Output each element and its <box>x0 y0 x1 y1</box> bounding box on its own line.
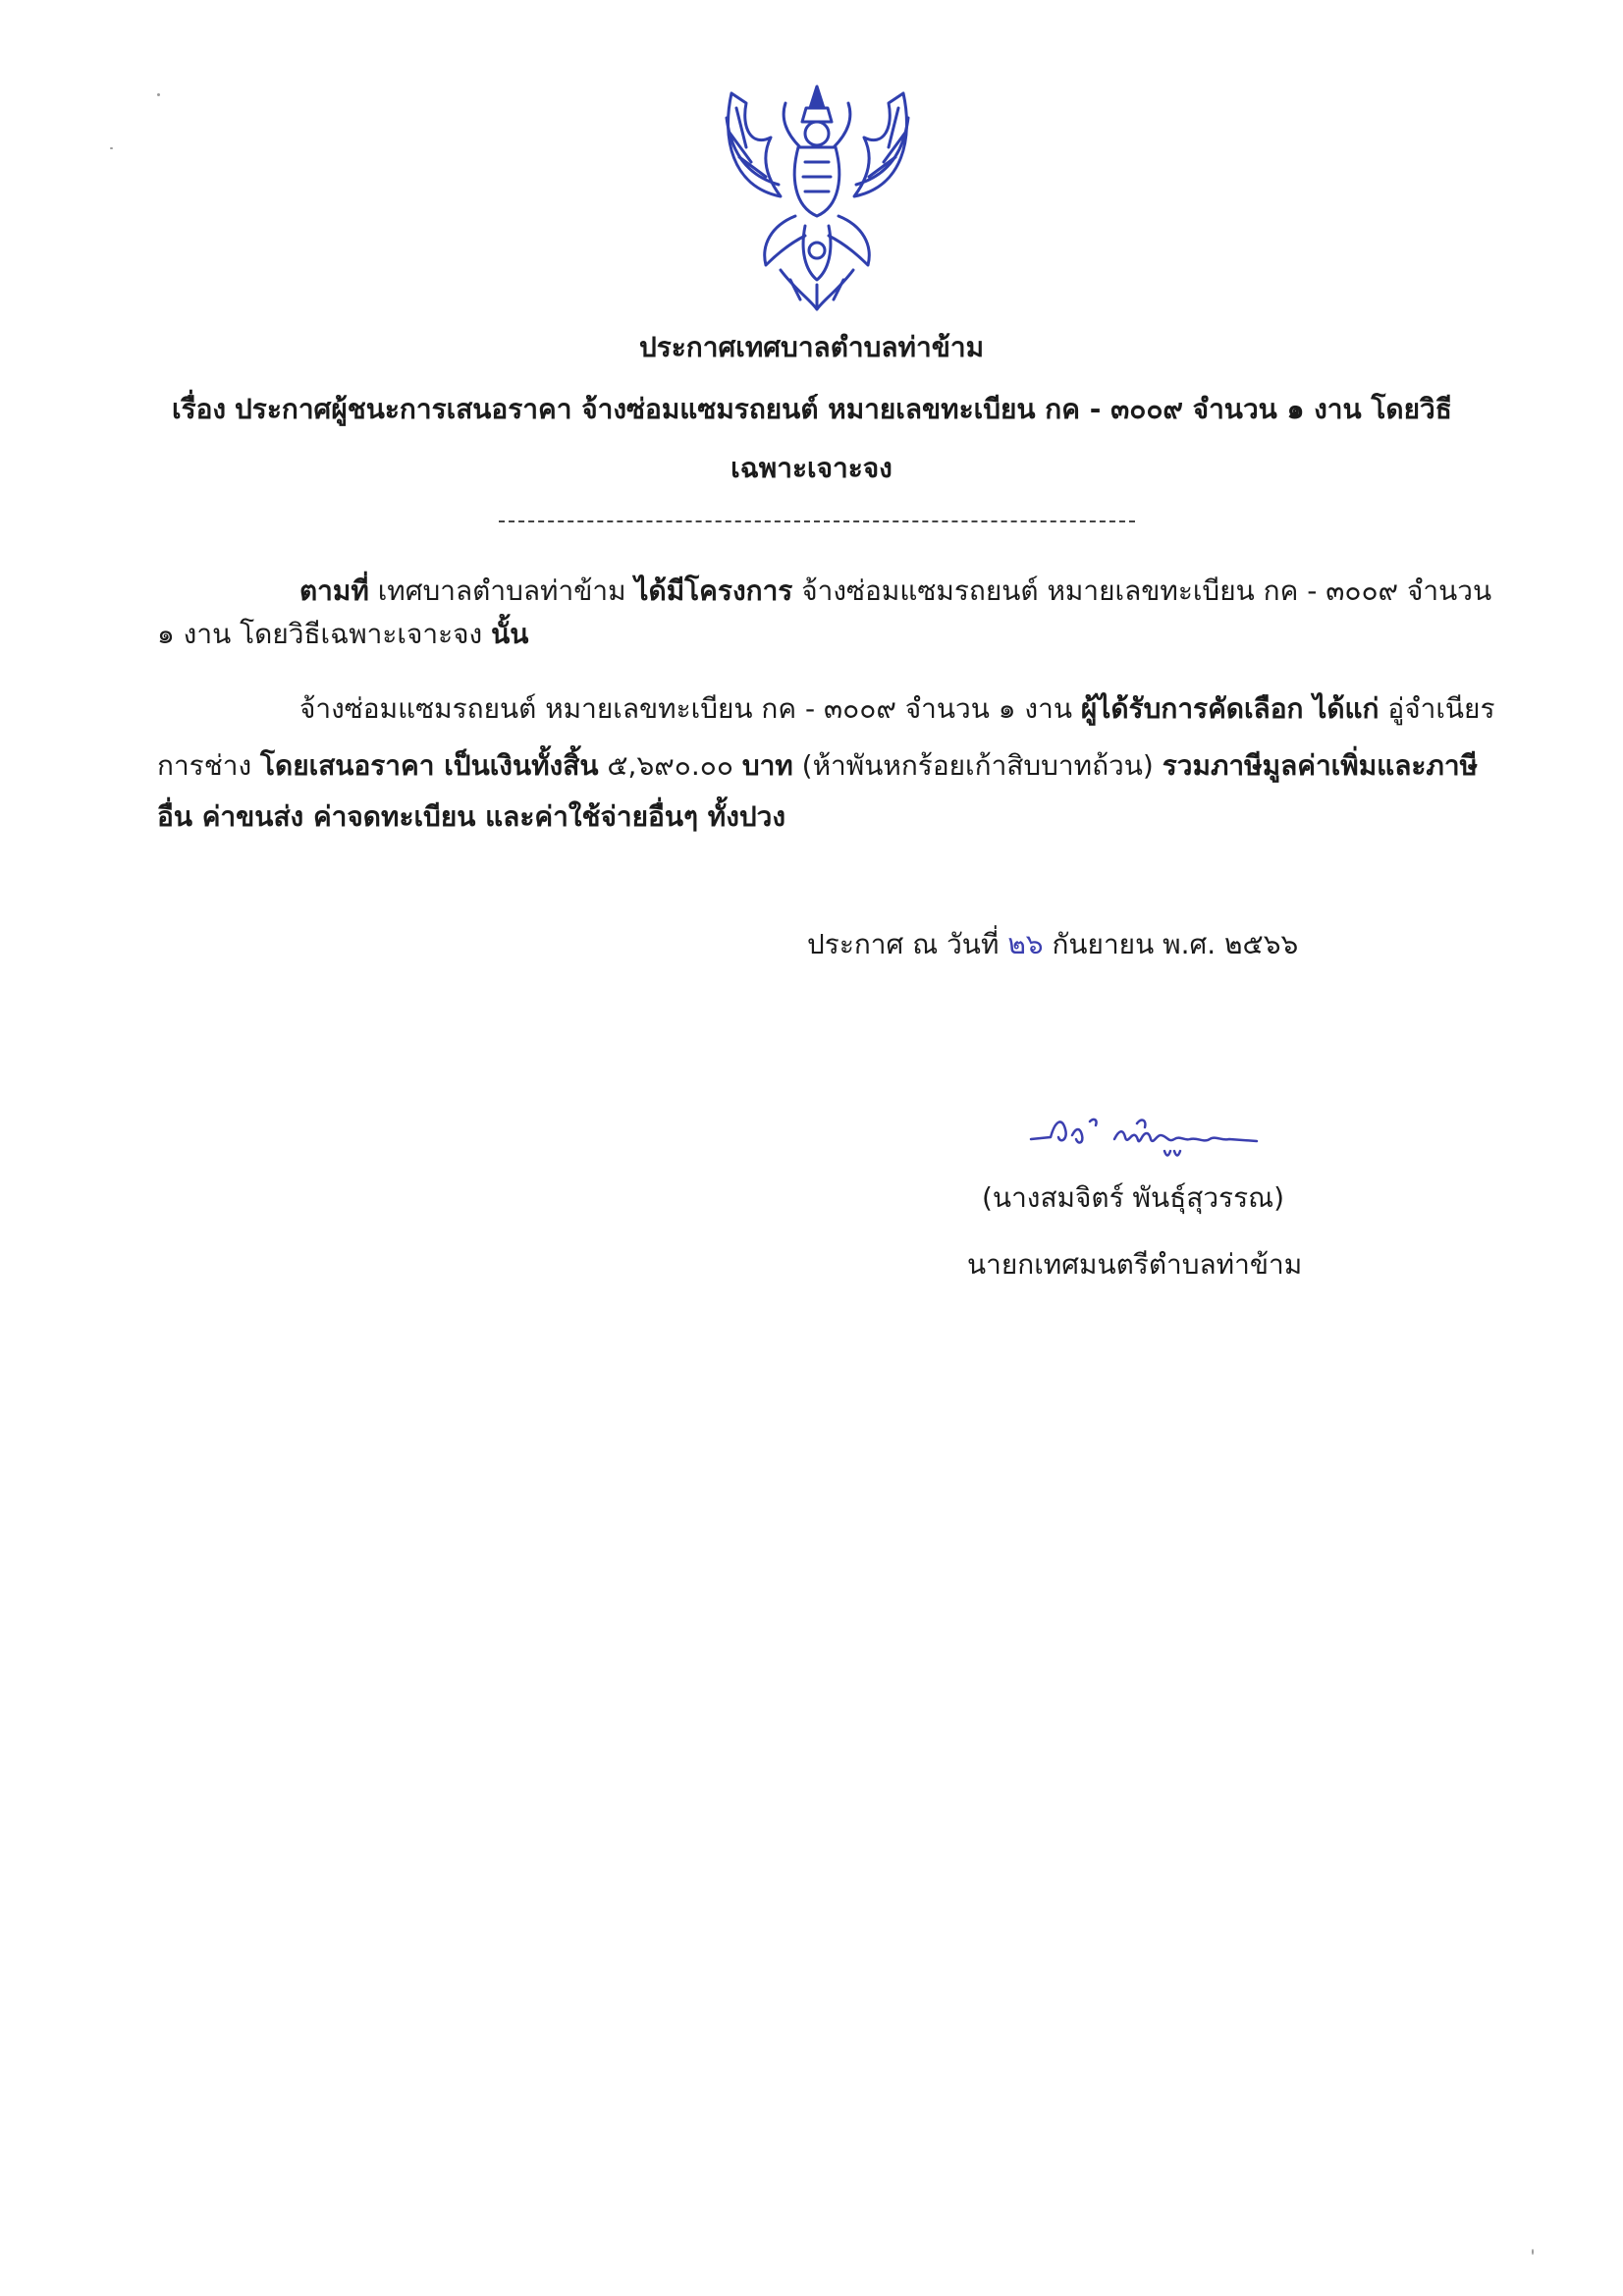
para2-winner: อู่จำเนียร <box>1379 692 1495 725</box>
para2-total-label: เป็นเงินทั้งสิ้น <box>434 749 599 782</box>
para2-winner-label: ผู้ได้รับการคัดเลือก ได้แก่ <box>1080 692 1380 725</box>
para2-tax: รวมภาษีมูลค่าเพิ่มและภาษี <box>1162 749 1479 782</box>
announcement-date <box>807 928 1299 960</box>
paragraph-2-line-2 <box>157 749 1479 782</box>
para2-price-label: โดยเสนอราคา <box>260 749 435 782</box>
dashed-divider <box>499 520 1135 522</box>
scan-speck <box>157 93 160 96</box>
para1-end: นั้น <box>491 618 529 650</box>
subject-line-1 <box>172 393 1452 425</box>
date-label: ประกาศ ณ วันที่ <box>807 928 1008 960</box>
paragraph-2-line-3 <box>157 800 786 833</box>
paragraph-2-line-1 <box>299 692 1495 725</box>
para2-line3: อื่น ค่าขนส่ง ค่าจดทะเบียน และค่าใช้จ่ายอื่นๆ ทั้งปวง <box>157 800 786 833</box>
paragraph-1-line-1 <box>299 574 1492 607</box>
para1-line2: ๑ งาน โดยวิธีเฉพาะเจาะจง <box>157 618 492 650</box>
garuda-seal-emblem <box>712 79 923 314</box>
para2-amount-words: (ห้าพันหกร้อยเก้าสิบบาทถ้วน) <box>792 749 1163 782</box>
para2-item: จ้างซ่อมแซมรถยนต์ หมายเลขทะเบียน กค - ๓๐๐๙ จำนวน ๑ งาน <box>299 692 1081 725</box>
signer-title: นายกเทศมนตรีตำบลท่าข้าม <box>967 1248 1303 1281</box>
para2-line2-a: การช่าง <box>157 749 261 782</box>
subject-label: เรื่อง <box>172 393 227 425</box>
para1-lead: ตามที่ <box>299 574 369 607</box>
handwritten-signature <box>1021 1100 1276 1178</box>
paragraph-1-line-2 <box>157 618 529 650</box>
announcement-title: ประกาศเทศบาลตำบลท่าข้าม <box>638 331 985 363</box>
para1-org: เทศบาลตำบลท่าข้าม <box>368 574 635 607</box>
para2-currency: บาท <box>741 749 793 782</box>
scan-speck <box>110 147 113 149</box>
subject-line-2: เฉพาะเจาะจง <box>730 452 893 484</box>
signer-name: (นางสมจิตร์ พันธุ์สุวรรณ) <box>982 1181 1285 1214</box>
date-rest: กันยายน พ.ศ. ๒๕๖๖ <box>1043 928 1299 960</box>
para1-project: จ้างซ่อมแซมรถยนต์ หมายเลขทะเบียน กค - ๓๐๐๙ จำนวน <box>792 574 1492 607</box>
para1-project-label: ได้มีโครงการ <box>634 574 793 607</box>
scan-speck <box>1532 2249 1534 2255</box>
subject-text: ประกาศผู้ชนะการเสนอราคา จ้างซ่อมแซมรถยนต์ หมายเลขทะเบียน กค - ๓๐๐๙ จำนวน ๑ งาน โดยวิธี <box>235 393 1452 425</box>
para2-amount: ๕,๖๙๐.๐๐ <box>598 749 742 782</box>
date-day-handwritten: ๒๖ <box>1007 928 1044 960</box>
